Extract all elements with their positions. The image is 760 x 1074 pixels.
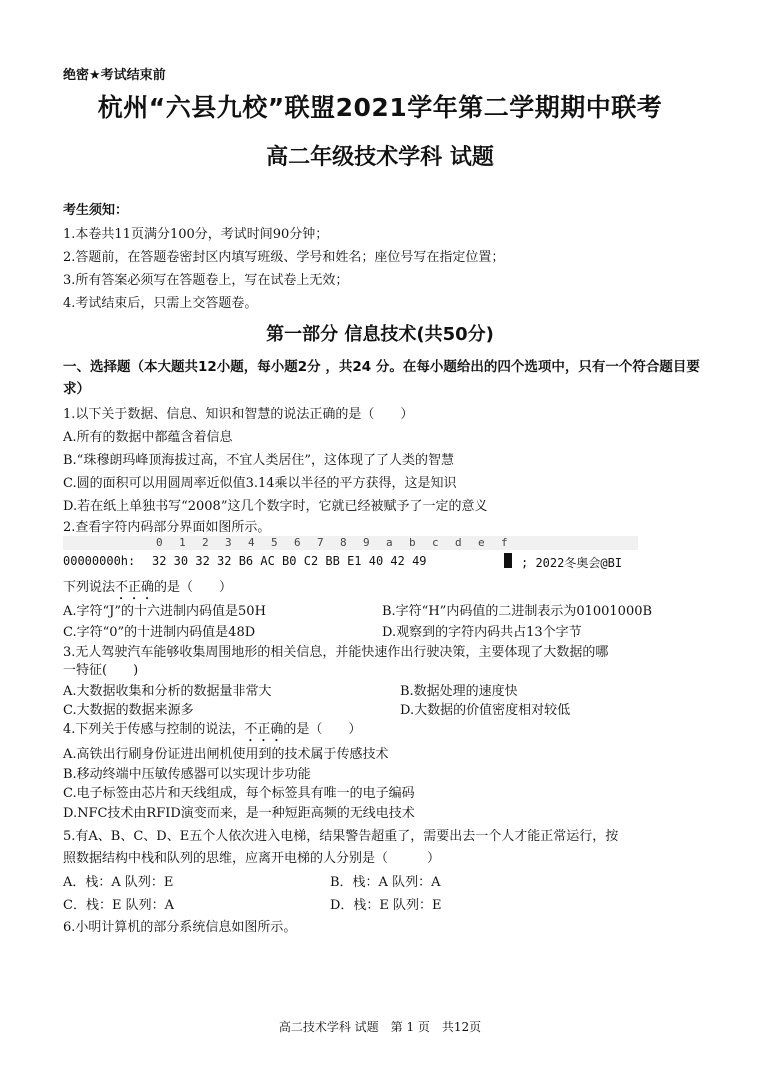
question-2-option-d: D.观察到的字符内码共占13个字节 [382, 625, 582, 640]
question-3-stem-cont: 一特征( ) [63, 663, 139, 678]
question-4-option-b: B.移动终端中压敏传感器可以实现计步功能 [63, 767, 311, 782]
question-4-option-c: C.电子标签由芯片和天线组成，每个标签具有唯一的电子编码 [63, 786, 415, 801]
question-3-option-a: A.大数据收集和分析的数据量非常大 [63, 684, 272, 699]
question-2-option-b: B.字符“H”内码值的二进制表示为01001000B [382, 604, 653, 619]
question-2-substem [63, 576, 232, 603]
question-3-stem: 3.无人驾驶汽车能够收集周围地形的相关信息，并能快速作出行驶决策，主要体现了大数据的哪 [63, 645, 609, 660]
question-2-option-c: C.字符“0”的十进制内码值是48D [63, 625, 256, 640]
hex-ruler-digit: 0 [156, 536, 163, 549]
exam-title: 杭州“六县九校”联盟2021学年第二学期期中联考 [97, 93, 663, 122]
hex-ruler-digit: 8 [340, 536, 347, 549]
hex-ruler-digit: 6 [294, 536, 301, 549]
hex-viewer [63, 536, 638, 572]
question-2-emphasis: 不正确 [115, 580, 155, 595]
hex-ruler-digit: 1 [179, 536, 186, 549]
hex-text: ; 2022冬奥会@BI [521, 556, 623, 570]
question-1-option-d: D.若在纸上单独书写“2008”这几个数字时，它就已经被赋予了一定的意义 [63, 499, 488, 514]
hex-ruler-digit: 2 [202, 536, 209, 549]
hex-address: 00000000h: [63, 554, 136, 568]
question-5-stem-cont: 照数据结构中栈和队列的思维，应离开电梯的人分别是（ ） [63, 851, 441, 866]
question-4-stem-pre: 4.下列关于传感与控制的说法， [63, 722, 245, 737]
secret-label: 绝密★考试结束前 [63, 68, 166, 83]
page-footer: 高二技术学科 试题 第 1 页 共12页 [278, 1020, 482, 1034]
question-4-stem-post: 的是（ ） [283, 722, 362, 737]
question-5-option-d: D．栈：E 队列：E [330, 898, 442, 913]
hex-ruler-digit: a [386, 536, 393, 549]
question-6-stem: 6.小明计算机的部分系统信息如图所示。 [63, 920, 297, 935]
question-4-emphasis: 不正确 [244, 722, 284, 737]
question-2-substem-pre: 下列说法 [63, 580, 116, 595]
section-heading: 一、选择题（本大题共12小题，每小题2分 ，共24 分。在每小题给出的四个选项中，只有一个符合题目要求） [63, 359, 700, 397]
question-2-option-a: A.字符“J”的十六进制内码值是50H [63, 604, 266, 619]
hex-ruler-digit: f [501, 536, 508, 549]
text-cursor [504, 553, 512, 568]
hex-ruler-digit: 4 [248, 536, 255, 549]
hex-ruler-digit: b [409, 536, 416, 549]
hex-bytes: 32 30 32 32 B6 AC B0 C2 BB E1 40 42 49 [152, 554, 427, 568]
question-5-option-c: C．栈：E 队列：A [63, 898, 174, 913]
hex-ruler-digit: 5 [271, 536, 278, 549]
question-5-option-b: B．栈：A 队列：A [330, 875, 441, 890]
hex-ruler-digit: e [478, 536, 485, 549]
hex-ruler-digit: 9 [363, 536, 370, 549]
hex-ruler-digit: 7 [317, 536, 324, 549]
hex-ruler-digit: 3 [225, 536, 232, 549]
question-5-stem: 5.有A、B、C、D、E五个人依次进入电梯，结果警告超重了，需要出去一个人才能正常运行，按 [63, 829, 619, 844]
question-2-substem-post: 的是（ ） [154, 580, 233, 595]
question-1-option-c: C.圆的面积可以用圆周率近似值3.14乘以半径的平方获得，这是知识 [63, 476, 457, 491]
question-1-option-a: A.所有的数据中都蕴含着信息 [63, 430, 233, 445]
hex-ruler [63, 536, 638, 550]
hex-ruler-digit: d [455, 536, 462, 549]
exam-subtitle: 高二年级技术学科 试题 [266, 145, 494, 170]
question-4-option-a: A.高铁出行刷身份证进出闸机使用到的技术属于传感技术 [63, 747, 389, 762]
question-3-option-c: C.大数据的数据来源多 [63, 703, 194, 718]
note-item: 3.所有答案必须写在答题卷上，写在试卷上无效； [63, 273, 349, 288]
question-1-option-b: B.“珠穆朗玛峰顶海拔过高，不宜人类居住”，这体现了了人类的智慧 [63, 453, 454, 468]
note-item: 4.考试结束后，只需上交答题卷。 [63, 296, 258, 311]
hex-row [63, 552, 638, 570]
hex-ruler-digit: c [432, 536, 439, 549]
part-title: 第一部分 信息技术(共50分) [266, 324, 494, 345]
question-4-option-d: D.NFC技术由RFID演变而来，是一种短距高频的无线电技术 [63, 806, 415, 821]
question-5-option-a: A．栈：A 队列：E [63, 875, 174, 890]
question-3-option-d: D.大数据的价值密度相对较低 [400, 703, 571, 718]
note-item: 1.本卷共11页满分100分，考试时间90分钟； [63, 227, 329, 242]
question-1-stem: 1.以下关于数据、信息、知识和智慧的说法正确的是（ ） [63, 407, 414, 422]
question-2-stem: 2.查看字符内码部分界面如图所示。 [63, 520, 271, 535]
notes-title: 考生须知： [63, 203, 129, 218]
note-item: 2.答题前，在答题卷密封区内填写班级、学号和姓名；座位号写在指定位置； [63, 250, 505, 265]
question-3-option-b: B.数据处理的速度快 [400, 684, 518, 699]
question-4-stem [63, 718, 361, 745]
